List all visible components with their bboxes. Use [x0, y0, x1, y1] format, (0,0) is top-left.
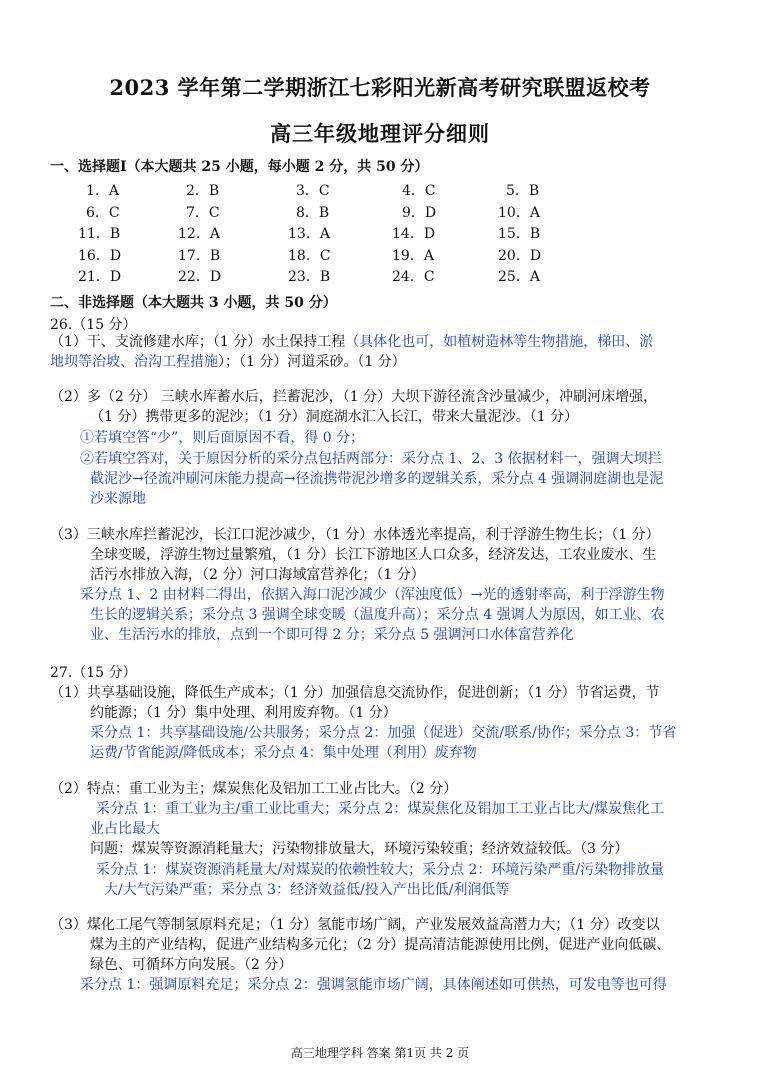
answer-item: 21．D	[78, 269, 122, 285]
answer-item: 19．A	[392, 247, 434, 264]
q27-heading: 27.（15 分）	[50, 665, 137, 681]
q26-part1-line	[50, 333, 653, 351]
answer-item: 18．C	[288, 247, 331, 264]
q26-part3-note: 采分点 1、2 由材料二得出，依据入海口泥沙减少（浑浊度低）→光的透射率高，利于浮游生物	[80, 587, 665, 603]
q26-part3-note: 业、生活污水的排放，点到一个即可得 2 分；采分点 5 强调河口水体富营养化	[90, 627, 574, 643]
answer-item: 3．C	[296, 183, 330, 199]
q27-part1-line: （1）共享基础设施，降低生产成本；（1 分）加强信息交流协作，促进创新；（1 分）节省运费，节	[50, 685, 660, 701]
answer-item: 13．A	[288, 226, 330, 242]
answer-row	[86, 202, 586, 224]
answer-row	[86, 180, 586, 202]
q26-part3-line: （3）三峡水库拦蓄泥沙，长江口泥沙减少，（1 分）水体透光率提高，利于浮游生物生长；（1 分）	[50, 527, 660, 543]
answer-item: 16．D	[78, 247, 122, 264]
q27-part2-note: 采分点 1：煤炭资源消耗量大/对煤炭的依赖性较大；采分点 2：环境污染严重/污染物排放量	[96, 862, 665, 878]
q27-part1-line: 约能源；（1 分）集中处理、利用废弃物。（1 分）	[90, 705, 397, 721]
answer-item: 4．C	[402, 183, 436, 199]
answer-item: 20．D	[498, 247, 542, 264]
answer-grid	[78, 180, 586, 288]
scoring-note: （具体化也可，如植树造林等生物措施，梯田、淤	[345, 334, 654, 350]
answer-item: 9．D	[402, 204, 437, 221]
answer-item: 17．B	[178, 247, 221, 264]
q27-part2-note: 业占比最大	[90, 821, 160, 837]
q26-part2-note: 截泥沙→径流冲刷河床能力提高→径流携带泥沙增多的逻辑关系，采分点 4 强调洞庭湖也是泥	[90, 471, 664, 487]
q26-part3-line: 全球变暖，浮游生物过量繁殖，（1 分）长江下游地区人口众多，经济发达，工农业废水、生	[90, 547, 657, 563]
q27-part2-note: 采分点 1：重工业为主/重工业比重大；采分点 2：煤炭焦化及铝加工工业占比大/煤炭焦化工	[96, 801, 665, 817]
answer-item: 24．C	[392, 269, 435, 285]
q27-part3-line: （3）煤化工尾气等制氢原料充足；（1 分）氢能市场广阔，产业发展效益高潜力大；（1 分）改变以	[50, 917, 660, 933]
q26-part2-note: ②若填空答对，关于原因分析的采分点包括两部分：采分点 1、2、3 依据材料一，强调大坝拦	[80, 451, 662, 467]
section-multiple-choice-heading: 一、选择题Ⅰ（本大题共 25 小题，每小题 2 分，共 50 分）	[50, 159, 429, 175]
q26-part2-note: ①若填空答“少”，则后面原因不看，得 0 分；	[80, 430, 365, 446]
q27-part2-line: 问题：煤炭等资源消耗量大；污染物排放量大，环境污染较重；经济效益较低。（3 分）	[90, 841, 629, 857]
answer-row	[78, 266, 586, 288]
q26-part2-line: （1 分）携带更多的泥沙；（1 分）洞庭湖水汇入长江，带来大量泥沙。（1 分）	[90, 409, 579, 425]
answer-item: 15．B	[498, 226, 541, 242]
answer-item: 11．B	[78, 226, 121, 242]
answer-item: 5．B	[506, 183, 540, 199]
answer-item: 14．D	[392, 226, 436, 242]
answer-item: 22．D	[178, 269, 222, 285]
answer-item: 10．A	[498, 204, 540, 221]
answer-item: 7．C	[186, 204, 220, 221]
q26-part2-line: （2）多（2 分） 三峡水库蓄水后，拦蓄泥沙，（1 分）大坝下游径流含沙量减少，冲刷河床增强，	[50, 389, 658, 405]
answer-item: 23．B	[288, 269, 331, 285]
answer-text: ）；（1 分）河道采砂。（1 分）	[218, 354, 406, 370]
scoring-note: 地坝等治坡、治沟工程措施	[50, 354, 218, 370]
answer-item: 2．B	[186, 183, 220, 199]
q27-part1-note: 采分点 1：共享基础设施/公共服务；采分点 2：加强（促进）交流/联系/协作；采分点 3：节省	[90, 725, 677, 741]
answer-item: 25．A	[498, 269, 540, 285]
answer-item: 8．B	[296, 204, 330, 221]
q26-part3-line: 活污水排放入海，（2 分）河口海域富营养化；（1 分）	[90, 567, 425, 583]
q26-heading: 26.（15 分）	[50, 317, 137, 333]
answer-row	[78, 223, 586, 245]
q26-part2-note: 沙来源地	[90, 491, 146, 507]
q26-part3-note: 生长的逻辑关系；采分点 3 强调全球变暖（温度升高）；采分点 4 强调人为原因，如工业、农	[90, 607, 665, 623]
page-footer: 高三地理学科 答案 第1页 共 2 页	[290, 1046, 470, 1060]
q27-part3-line: 绿色、可循环方向发展。（2 分）	[90, 957, 293, 973]
answer-item: 6．C	[86, 204, 120, 221]
exam-subtitle: 高三年级地理评分细则	[270, 121, 490, 146]
q26-part1-line	[50, 353, 406, 371]
exam-title: 2023 学年第二学期浙江七彩阳光新高考研究联盟返校考	[109, 75, 651, 100]
q27-part2-note: 大/大气污染严重；采分点 3：经济效益低/投入产出比低/利润低等	[104, 882, 510, 898]
q27-part1-note: 运费/节省能源/降低成本；采分点 4：集中处理（利用）废弃物	[90, 745, 477, 761]
q27-part3-note: 采分点 1：强调原料充足；采分点 2：强调氢能市场广阔，具体阐述如可供热，可发电等也可得	[80, 977, 667, 993]
q27-part3-line: 煤为主的产业结构，促进产业结构多元化；（2 分）提高清洁能源使用比例，促进产业向低碳、	[90, 937, 671, 953]
q27-part2-line: （2）特点：重工业为主；煤炭焦化及铝加工工业占比大。（2 分）	[50, 781, 458, 797]
answer-text: （1）干、支流修建水库；（1 分）水土保持工程	[50, 334, 346, 350]
answer-row	[78, 245, 586, 267]
answer-item: 12．A	[178, 226, 220, 242]
section-free-response-heading: 二、非选择题（本大题共 3 小题，共 50 分）	[50, 295, 337, 311]
answer-item: 1．A	[86, 183, 120, 199]
